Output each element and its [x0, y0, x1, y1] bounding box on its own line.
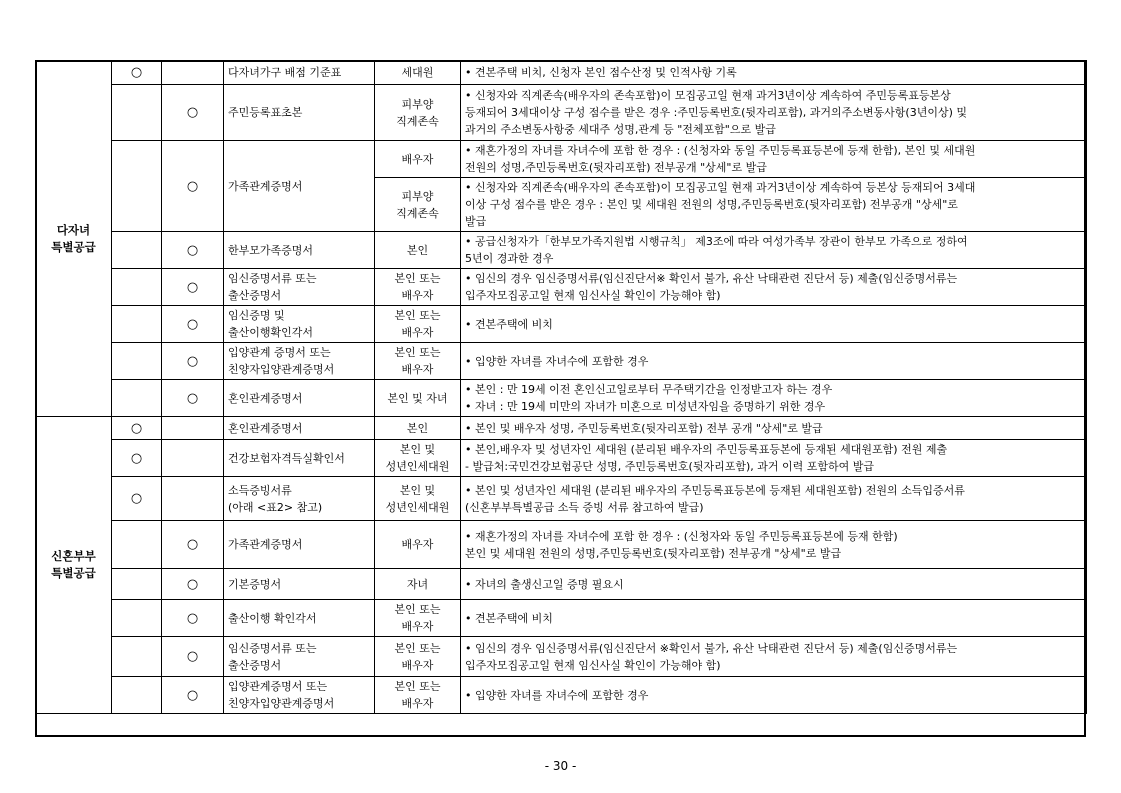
- mark-col-b: [162, 380, 224, 417]
- circle-mark-icon: [187, 611, 198, 626]
- text-line: 출산이행확인각서: [228, 326, 314, 339]
- circle-mark-icon: [187, 179, 198, 194]
- text-line: • 임신의 경우 임신증명서류(임신진단서 ※확인서 불가, 유산 낙태관련 진단서 등) 제출(임신증명서류는: [465, 641, 958, 655]
- circle-mark-icon: [187, 577, 198, 592]
- text-line: 피부양: [401, 97, 434, 111]
- mark-col-a: [112, 600, 162, 637]
- text-line: 한부모가족증명서: [228, 243, 314, 257]
- text-line: 본인 또는: [394, 641, 441, 655]
- text-line: 본인: [406, 421, 429, 435]
- description: [461, 85, 1087, 141]
- text-line: 입양관계 증명서 또는: [228, 346, 331, 359]
- text-line: • 본인,배우자 및 성년자인 세대원 (분리된 배우자의 주민등록표등본에 등재된 세대원포함) 전원 제출: [465, 443, 948, 456]
- mark-col-b: [162, 269, 224, 306]
- circle-mark-icon: [187, 317, 198, 332]
- target-person: [375, 306, 461, 343]
- text-line: 성년인세대원: [385, 500, 450, 514]
- circle-mark-icon: [187, 649, 198, 664]
- text-line: - 발급처:국민건강보험공단 성명, 주민등록번호(뒷자리포함), 과거 이력 포함하여 발급: [465, 460, 875, 473]
- text-line: (아래 <표2> 참고): [228, 500, 323, 514]
- target-person: [375, 600, 461, 637]
- text-line: 임신증명서류 또는: [228, 641, 317, 655]
- document-name: [224, 637, 375, 677]
- mark-col-b: [162, 141, 224, 232]
- target-person: [375, 61, 461, 85]
- text-line: 주민등록표초본: [228, 106, 303, 119]
- text-line: 과거의 주소변동사항중 세대주 성명,관계 등 "전체포함"으로 발급: [465, 123, 776, 136]
- description: [461, 141, 1087, 178]
- text-line: 본인 및: [399, 443, 436, 456]
- description: [461, 232, 1087, 269]
- circle-mark-icon: [187, 537, 198, 552]
- mark-col-a: [112, 677, 162, 714]
- description: [461, 440, 1087, 477]
- text-line: 신혼부부: [51, 549, 96, 563]
- text-line: 혼인관계증명서: [228, 391, 303, 405]
- mark-col-b: [162, 306, 224, 343]
- text-line: 배우자: [401, 658, 434, 672]
- table-row: [36, 637, 1087, 677]
- target-person: [375, 269, 461, 306]
- target-person: [375, 141, 461, 178]
- table-row: [36, 440, 1087, 477]
- table-row: [36, 677, 1087, 714]
- description: [461, 569, 1087, 600]
- text-line: • 자녀의 출생신고일 증명 필요시: [465, 577, 624, 591]
- description: [461, 178, 1087, 232]
- circle-mark-icon: [131, 65, 142, 80]
- text-line: 피부양: [401, 189, 434, 203]
- text-line: • 신청자와 직계존속(배우자의 존속포함)이 모집공고일 현재 과거3년이상 계속하여 등본상 등재되어 3세대: [465, 181, 976, 194]
- document-name: [224, 600, 375, 637]
- document-name: [224, 380, 375, 417]
- mark-col-a: [112, 380, 162, 417]
- text-line: 배우자: [401, 363, 434, 376]
- text-line: • 견본주택 비치, 신청자 본인 점수산정 및 인적사항 기록: [465, 66, 737, 79]
- table-row: [36, 569, 1087, 600]
- target-person: [375, 569, 461, 600]
- text-line: 발급: [465, 215, 487, 228]
- text-line: 다자녀: [56, 222, 91, 237]
- section-title: [36, 417, 112, 714]
- text-line: 입주자모집공고일 현재 임신사실 확인이 가능해야 함): [465, 658, 721, 672]
- description: [461, 380, 1087, 417]
- text-line: • 본인 및 성년자인 세대원 (분리된 배우자의 주민등록표등본에 등재된 세대원포함) 전원의 소득입증서류: [465, 483, 965, 497]
- document-table: [35, 60, 1087, 714]
- text-line: 본인 또는: [394, 603, 441, 616]
- text-line: 본인 또는: [394, 680, 441, 693]
- description: [461, 600, 1087, 637]
- document-name: [224, 477, 375, 521]
- document-name: [224, 343, 375, 380]
- target-person: [375, 637, 461, 677]
- circle-mark-icon: [187, 354, 198, 369]
- target-person: [375, 521, 461, 569]
- target-person: [375, 417, 461, 440]
- document-name: [224, 85, 375, 141]
- mark-col-b: [162, 343, 224, 380]
- mark-col-a: [112, 306, 162, 343]
- text-line: • 본인 : 만 19세 이전 혼인신고일로부터 무주택기간을 인정받고자 하는 경우: [465, 383, 833, 396]
- mark-col-a: [112, 569, 162, 600]
- circle-mark-icon: [131, 491, 142, 506]
- target-person: [375, 343, 461, 380]
- text-line: • 재혼가정의 자녀를 자녀수에 포함 한 경우 : (신청자와 동일 주민등록표등본에 등재 한함), 본인 및 세대원: [465, 144, 976, 157]
- document-name: [224, 569, 375, 600]
- text-line: 배우자: [401, 289, 434, 302]
- target-person: [375, 232, 461, 269]
- text-line: 출산증명서: [228, 289, 282, 302]
- text-line: 세대원: [401, 66, 434, 79]
- circle-mark-icon: [187, 688, 198, 703]
- description: [461, 343, 1087, 380]
- text-line: 친양자입양관계증명서: [228, 697, 335, 710]
- table-row: [36, 417, 1087, 440]
- mark-col-a: [112, 232, 162, 269]
- document-name: [224, 61, 375, 85]
- target-person: [375, 178, 461, 232]
- text-line: 특별공급: [51, 566, 96, 580]
- text-line: 본인 및: [399, 483, 436, 497]
- text-line: 배우자: [401, 538, 434, 551]
- description: [461, 637, 1087, 677]
- text-line: • 견본주택에 비치: [465, 611, 553, 625]
- text-line: 가족관계증명서: [228, 179, 303, 193]
- table-row: [36, 306, 1087, 343]
- circle-mark-icon: [187, 391, 198, 406]
- document-name: [224, 440, 375, 477]
- text-line: 이상 구성 점수를 받은 경우 : 본인 및 세대원 전원의 성명,주민등록번호(뒷자리포함) 전부공개 "상세"로: [465, 198, 958, 211]
- description: [461, 306, 1087, 343]
- table-row: [36, 141, 1087, 178]
- text-line: 본인 또는: [394, 272, 441, 285]
- text-line: 본인 또는: [394, 309, 441, 322]
- mark-col-a: [112, 141, 162, 232]
- text-line: 배우자: [401, 697, 434, 710]
- mark-col-a: [112, 637, 162, 677]
- description: [461, 417, 1087, 440]
- table-row: [36, 380, 1087, 417]
- text-line: (신혼부부특별공급 소득 증빙 서류 참고하여 발급): [465, 500, 704, 514]
- text-line: • 입양한 자녀를 자녀수에 포함한 경우: [465, 688, 649, 702]
- text-line: • 신청자와 직계존속(배우자의 존속포함)이 모집공고일 현재 과거3년이상 계속하여 주민등록표등본상: [465, 89, 951, 102]
- document-name: [224, 141, 375, 232]
- table-row: [36, 232, 1087, 269]
- text-line: 등재되어 3세대이상 구성 점수를 받은 경우 :주민등록번호(뒷자리포함), 과거의주소변동사항(3년이상) 및: [465, 106, 968, 119]
- page-number: - 30 -: [544, 759, 577, 773]
- mark-col-b: [162, 637, 224, 677]
- mark-col-b: [162, 61, 224, 85]
- mark-col-a: [112, 477, 162, 521]
- text-line: 출산증명서: [228, 658, 282, 672]
- mark-col-b: [162, 569, 224, 600]
- section-title: [36, 61, 112, 417]
- mark-col-b: [162, 521, 224, 569]
- table-row: [36, 477, 1087, 521]
- mark-col-a: [112, 521, 162, 569]
- circle-mark-icon: [187, 105, 198, 120]
- mark-col-a: [112, 417, 162, 440]
- mark-col-b: [162, 85, 224, 141]
- text-line: 직계존속: [396, 206, 439, 220]
- text-line: • 입양한 자녀를 자녀수에 포함한 경우: [465, 354, 649, 368]
- circle-mark-icon: [187, 243, 198, 258]
- text-line: 혼인관계증명서: [228, 421, 303, 435]
- table-row: [36, 85, 1087, 141]
- mark-col-b: [162, 477, 224, 521]
- mark-col-a: [112, 269, 162, 306]
- table-row: [36, 61, 1087, 85]
- description: [461, 521, 1087, 569]
- circle-mark-icon: [131, 421, 142, 436]
- target-person: [375, 85, 461, 141]
- text-line: • 공급신청자가「한부모가족지원법 시행규칙」 제3조에 따라 여성가족부 장관이 한부모 가족으로 정하여: [465, 235, 968, 248]
- text-line: 특별공급: [51, 239, 96, 254]
- text-line: 입양관계증명서 또는: [228, 680, 328, 693]
- text-line: 본인 및 자녀: [387, 391, 448, 405]
- circle-mark-icon: [131, 451, 142, 466]
- document-name: [224, 269, 375, 306]
- table-row: [36, 521, 1087, 569]
- text-line: 본인 및 세대원 전원의 성명,주민등록번호(뒷자리포함) 전부공개 "상세"로 발급: [465, 546, 842, 560]
- target-person: [375, 380, 461, 417]
- mark-col-b: [162, 440, 224, 477]
- text-line: 입주자모집공고일 현재 임신사실 확인이 가능해야 함): [465, 289, 721, 302]
- text-line: 다자녀가구 배점 기준표: [228, 66, 342, 79]
- text-line: 5년이 경과한 경우: [465, 252, 554, 265]
- text-line: • 견본주택에 비치: [465, 317, 553, 331]
- text-line: 배우자: [401, 152, 434, 166]
- target-person: [375, 477, 461, 521]
- text-line: 직계존속: [396, 114, 439, 128]
- mark-col-b: [162, 232, 224, 269]
- mark-col-b: [162, 600, 224, 637]
- text-line: 친양자입양관계증명서: [228, 363, 335, 376]
- text-line: 본인: [406, 243, 429, 257]
- text-line: • 임신의 경우 임신증명서류(임신진단서※ 확인서 불가, 유산 낙태관련 진단서 등) 제출(임신증명서류는: [465, 272, 958, 285]
- text-line: 성년인세대원: [385, 460, 450, 473]
- text-line: • 재혼가정의 자녀를 자녀수에 포함 한 경우 : (신청자와 동일 주민등록표등본에 등재 한함): [465, 529, 898, 543]
- document-name: [224, 521, 375, 569]
- text-line: 본인 또는: [394, 346, 441, 359]
- mark-col-a: [112, 440, 162, 477]
- document-name: [224, 232, 375, 269]
- document-name: [224, 306, 375, 343]
- description: [461, 677, 1087, 714]
- target-person: [375, 440, 461, 477]
- text-line: • 자녀 : 만 19세 미만의 자녀가 미혼으로 미성년자임을 증명하기 위한 경우: [465, 400, 826, 413]
- table-row: [36, 269, 1087, 306]
- mark-col-b: [162, 677, 224, 714]
- circle-mark-icon: [187, 280, 198, 295]
- text-line: 임신증명서류 또는: [228, 272, 317, 285]
- mark-col-a: [112, 343, 162, 380]
- text-line: 자녀: [406, 577, 429, 591]
- text-line: 건강보험자격득실확인서: [228, 451, 345, 465]
- text-line: 전원의 성명,주민등록번호(뒷자리포함) 전부공개 "상세"로 발급: [465, 161, 767, 174]
- document-name: [224, 417, 375, 440]
- table-row: [36, 600, 1087, 637]
- document-name: [224, 677, 375, 714]
- text-line: • 본인 및 배우자 성명, 주민등록번호(뒷자리포함) 전부 공개 "상세"로 발급: [465, 421, 823, 435]
- table-row: [36, 343, 1087, 380]
- text-line: 배우자: [401, 326, 434, 339]
- description: [461, 269, 1087, 306]
- mark-col-b: [162, 417, 224, 440]
- target-person: [375, 677, 461, 714]
- text-line: 소득증빙서류: [228, 483, 292, 497]
- text-line: 출산이행 확인각서: [228, 611, 317, 625]
- description: [461, 477, 1087, 521]
- description: [461, 61, 1087, 85]
- text-line: 배우자: [401, 620, 434, 633]
- text-line: 가족관계증명서: [228, 538, 303, 551]
- text-line: 임신증명 및: [228, 309, 285, 322]
- text-line: 기본증명서: [228, 577, 282, 591]
- mark-col-a: [112, 61, 162, 85]
- mark-col-a: [112, 85, 162, 141]
